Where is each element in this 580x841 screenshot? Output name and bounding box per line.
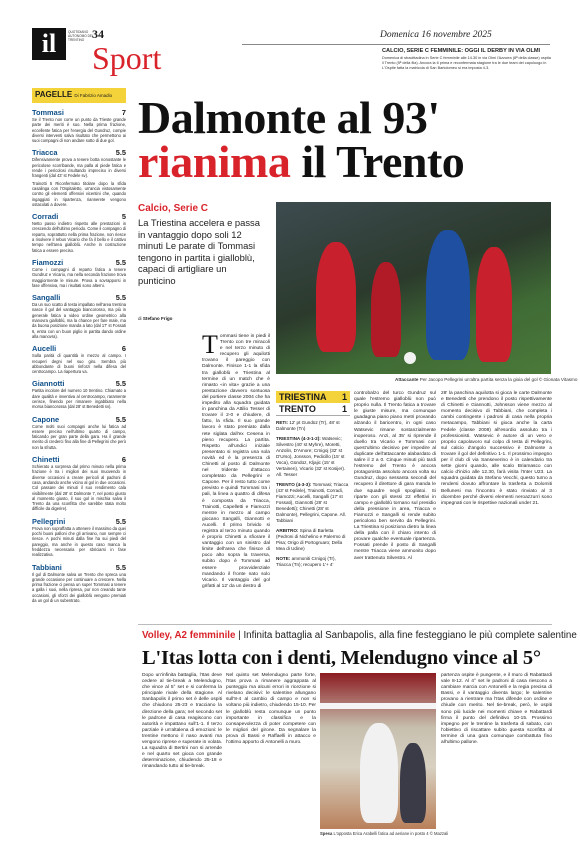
player-comment: Trainotti 5 Riconfermato titolare dopo la sfida casalinga con l'Ospitaletto, un'ancia vistosamente contro gli elementi offensivi vicentini che, quando ingaggiati in ripartenza, riannerete vengono ostacolati a dovere. — [32, 180, 126, 207]
player-name: Sangalli — [32, 293, 61, 303]
player-rating — [32, 258, 126, 288]
top-news-title: CALCIO, SERIE C FEMMINILE: OGGI IL DERBY IN VIA OLMI — [382, 48, 541, 54]
dropcap: T — [202, 330, 218, 359]
player-rating — [32, 293, 126, 339]
volley-headline: L'Itas lotta con i denti, Melendugno vince al 5° — [142, 647, 541, 669]
volley-column-3 — [441, 673, 552, 746]
home-team-row — [276, 391, 350, 403]
player-comment: Il gol di Dalmonte salva un Trento che spreca una grande occasione per continuare a crescere. Nella prima frazione ci pensa un super Tommasi a tenere a galla i suoi, nella ripresa, pur non creando tante occasioni, gli sforzi dei gialloblù vengono premiati da un gol di un subentrato. — [32, 571, 126, 603]
article-col4-text: 28' la panchina aquilotta si gioca le carte Dalmonte e Benedetti che prendono il posto rispettivamente di Chinetti e Giannotti, Johnsson viene mezzo al momento decisivo di Tabbiani, che completa i cambi contingente i padroni di casa nella propria metacampo, Tabbiani si gioca anche la carta Fedele (classe 2008) all'esordio assoluto tra i professionisti. Watsevic è autore di un vero e proprio capolavoro sul colpo di testa di Pellegrini, sul calcio d'angolo successivo è Dalmonte a trovare il gol del definitivo 1-1. Il prossimo impegno per il club di via Sanseverino è in calendario tra sette giorni quando, alle scalo Briamasco con calcio d'inizio alle 12.30, farà visita l'Inter U23. La squadra guidata da Stefano Vecchi, questo turno a rendersi dovuto affrontare la trasferta a Dolomiti Bellunesi ma l'incontro è stato rinviato al 3 dicembre perché diversi elementi neroazzurri sono impegnati con le rispettive nazionali under 21. — [441, 391, 552, 506]
player-rating-header — [32, 455, 126, 464]
triestina-text: Watsevic; Silvestro (40' st Myhre), Moretti, Anzolin, D'Amore; Crnigoj (32' st D'Urso), Jonsson, Pedicillo (15' st Voca), Gündüz, Kljajic (15' st Vertainen), Vicario (32' st Kosijer). All. Tesser — [276, 436, 346, 477]
volley-kicker-sport: Volley, A2 femminile — [142, 630, 236, 641]
notes-block — [276, 556, 350, 568]
player-rating — [32, 108, 126, 143]
photo-caption-label: Attaccante — [395, 377, 419, 382]
pagelle-title: PAGELLE — [35, 90, 73, 99]
photo-net — [320, 703, 436, 709]
article-column-1 — [202, 330, 270, 590]
player-name: Pellegrini — [32, 516, 66, 526]
away-team: TRENTO — [279, 404, 316, 414]
byline-author: Stefano Frigo — [142, 316, 173, 321]
goals-block — [276, 420, 350, 432]
triestina-label: TRIESTINA (4-3-1-2): — [276, 436, 321, 441]
newspaper-logo: il — [32, 28, 66, 60]
match-photo-caption — [395, 377, 577, 382]
volley-col3-text: partenza ospite è pungente, e il muro di Rabattardi vale 8-12. Al 4° set le padroni di casa riescono a cambiare marcia con Antonelli e la regia precisa di Bassi, e il vantaggio diventa largo; le salentine provano a rientrare ma l'Itas difende con ordine e chiude con merito. Nel tie-break, però, le ospiti sono più lucide nei momenti chiave e Rabattardi firma il punto del definitivo 10-15. Prossimo impegno per le trentine la trasferta di sabato, con l'obiettivo di riscattare subito questa sconfitta al termine di una gara comunque combattuta fino all'ultimo pallone. — [441, 673, 552, 746]
trento-text: Tommasi; Triacca (43' st Fedele), Trainotti, Corradi, Fiamozzi; Aucelli, Sangalli (17' st Fossati), Giannotti (28' st Benedetti); Chinetti (28' st Dalmonte), Pellegrini, Capone. All. Tabbiani — [276, 482, 349, 523]
player-rating-header — [32, 344, 126, 353]
volley-column-1 — [142, 673, 222, 771]
player-name: Corradi — [32, 212, 59, 222]
headline-rest: il Trento — [290, 136, 465, 187]
player-rating-header — [32, 148, 126, 157]
referee-label: ARBITRO: — [276, 528, 299, 533]
player-score: 5.5 — [115, 293, 126, 303]
player-rating-header — [32, 108, 126, 117]
headline-highlight: rianima — [138, 136, 291, 187]
article-kicker: Calcio, Serie C — [138, 203, 209, 214]
volley-kicker-rest: | Infinita battaglia al Sanbapolis, alla fine festeggiano le più complete salentine — [235, 630, 577, 641]
goals-label: RETI: — [276, 420, 288, 425]
article-column-3 — [354, 391, 436, 562]
player-rating-header — [32, 212, 126, 221]
player-ratings-list — [32, 108, 126, 603]
main-headline — [138, 92, 465, 187]
header-divider — [242, 44, 550, 45]
player-score: 6 — [121, 455, 126, 465]
photo-ball — [404, 352, 416, 364]
player-rating-header — [32, 293, 126, 302]
player-rating — [32, 212, 126, 253]
away-team-row — [276, 403, 350, 416]
player-name: Tabbiani — [32, 562, 62, 572]
player-rating-header — [32, 258, 126, 267]
article-summary: La Triestina accelera e passa in vantaggio dopo soli 12 minuti Le parate di Tommasi tengono in partita i gialloblù, capaci di artigliare un punticino — [138, 217, 260, 286]
match-photo — [276, 202, 551, 374]
player-score: 7 — [121, 108, 126, 117]
player-comment: Da un suo scatto di testa impallato nell'area trentina nasce il gol del vantaggio biancorosso, ma più in generale fatica a video ordine geometrico alla manovra gialloblù, ma la chance per fare male, ma da buona posizione manda a lato (dal 17' st Fossati 6, entra con un buon piglio in partita dando ordine alla manovra). — [32, 302, 126, 339]
player-score: 5 — [121, 212, 126, 222]
player-rating-header — [32, 379, 126, 388]
player-score: 5.5 — [115, 148, 126, 158]
volley-kicker — [142, 630, 577, 641]
photo-player-red — [316, 242, 356, 352]
player-name: Capone — [32, 414, 60, 424]
volley-column-2 — [226, 673, 316, 746]
home-team: TRIESTINA — [279, 392, 327, 402]
player-comment: Se il Trento non corre un punto da Trieste grande parte dei meriti è suo. Nella prima frazione, eccellente fatica per l'energia del Gundruz, compie diversi interventi salva risultato che permettono ai suoi compagni di non andare sotto di due gol. — [32, 117, 126, 144]
article-byline — [138, 316, 172, 321]
player-name: Fiamozzi — [32, 257, 64, 267]
player-comment: Come i compagni di reparto fatica a tenere Gundruz e Vicario, ma nella seconda frazione trova maggiormente le misure. Prova a sovrapporsi in fase offensiva, ma i risultati sono alterni. — [32, 266, 126, 288]
player-name: Tommasi — [32, 108, 64, 117]
volley-caption-text: L'opposta Erica Arabelli fatica ad aeriane in posto 4 © Mazzali — [333, 831, 449, 836]
player-rating-header — [32, 563, 126, 572]
headline-line-1: Dalmonte al 93' — [138, 92, 440, 143]
article-col1-text: ommasi tiene in piedi il Trento con tre miracoli e nel terzo minuto di recupero gli aquilotti trovano il pareggio con Dalmonte. Finisce 1-1 la sfida tra gialloblù e Triestina al termine di un match che è rimasto «in vita» grazie a una prestazione davvero sontuosa del portiere classe 2004 che ha impedito alla squadra guidata in panchina da Attilio Tesser di trovare il 2-0 e chiudere, di fatto, la sfida. Il suo grande lavoro è stato premiato dalla rete siglata dall'ex Cesena in pieno recupero. La partita. Rispetto all'undici iniziale presentato si registra una sola novità ed è la presenza di Chinetti al posto di Dalmonte nel tridente d'attacco completato da Pellegrini e Capone. Per il resto tutto come previsto e quindi Tommasi tra i pali, la linea a quattro di difesa è composta da Triacca, Trainotti, Capelletti e Fiamozzi mentre in mezzo al campo giocano Sangalli, Giannotti e Aucelli. Il primo brivido si registra al terzo minuto quando è proprio Chinetti a sfiorare il vantaggio con un sinistro dal limite dell'area che finisce di poco alto sopra la traversa, subito dopo è Tommasi ad essere provvidenziale mandando il fronte nato solo Vicario. Il vantaggio del gol grifatti al 12' da un destro di — [202, 334, 270, 589]
player-comment: Come molti suoi compagni anche lui fatica ad essere preciso nell'ultimo quarto di campo, faticando per gran parte della gara. Ha il grande merito di crederci fino alla fine di Pellegrini che però non la sfrutta. — [32, 423, 126, 450]
player-score: 5.5 — [115, 379, 126, 389]
volley-caption-label: Spesa — [320, 831, 333, 836]
player-score: 5.5 — [115, 414, 126, 424]
referee-block — [276, 528, 350, 552]
player-rating-header — [32, 517, 126, 526]
scoreboard — [276, 391, 350, 568]
photo-player-red-2 — [476, 247, 512, 362]
player-comment: Netto passo indietro rispetto alle prestazioni in crescendo dell'ultimo periodo. Come il compagno di reparto, soprattutto nella prima frazione, non riesce a risolvere il rebus Vicario che fa il bello e il cattivo tempo nell'area gialloblù. Anche in costruzione fatica a essere preciso. — [32, 221, 126, 253]
section-title: Sport — [92, 40, 162, 76]
volley-col2-text: Nel quinto set Melendugno parte forte, l'Itas prova a rimanere aggrappata al punteggio ma alcuni errori in ricezione si rivelano decisivi: le salentine allungano sull'8-4 al cambio di campo e non si voltano più indietro, chiudendo 15-10. Per le gialloblù resta comunque un punto importante in classifica e la consapevolezza di poter competere con le migliori del girone. Da segnalare la prova di Bassi e Raffaelli in attacco e l'ottimo apporto di Antonelli a muro. — [226, 673, 316, 746]
player-name: Aucelli — [32, 344, 57, 354]
pagelle-author: Di Fabrizio Amadio — [74, 93, 113, 98]
player-comment: Difensivamente prova a tenere botta nonostante le pericolose scorribande, ma palla al piede fatica e rende i pericolosi risultando impreciso in diversi frangenti (dal 43' st Fedele sv). — [32, 157, 126, 179]
player-rating — [32, 455, 126, 512]
byline-prefix: di — [138, 316, 142, 321]
article-col3-text: controbalzo del turco Gundruz sul quale l'estremo gialloblù non può proprio nulla. Il Trento fatica a trovare le giuste misure, ma comunque guadagna piano piano metri provando alzando il baricentro, in ogni caso Watsevic rimane sostanzialmente inoperoso. Anzi, al 35' si riprende il duello tra Vicario e Tommasi con quest'ultimo decisivo per impedire al duplicate dell'attaccante alabardato di salire il 2 a 0. Cinque minuti più tardi l'estremo del Trento è ancora protagonista assoluto ancora volta su Gundruz, dopo sessanta secondi del recupero il direttore di gara manda le due squadre negli spogliatoi. Si riparte con gli stessi 22 effettivi in campo e gialloblù tornano sul presidio della pressione in area, Triacca e Fiamozzi e Sangalli si rende subito pericoloso ben servito da Pellegrini. La Triestina si posiziona dietro la linea della palla con il chiaro intento di provare qualche eventuale ripartenza. Fossati prende il posto di Sangalli mentre Triacca viene ammonito dopo aver trattenuto Silvestro. Al — [354, 391, 436, 561]
player-comment: Partita incolore del numero 10 trentino. Chiamato a dare qualità e inventiva al centrocampo, raramente cerisce, finendo per rimanere ingabbiato nella morsa biancorossa (dal 28' st Benedetti sv). — [32, 388, 126, 410]
player-comment: Schierato a sorpresa dal primo minuto nella prima frazione è tra i migliori dei suoi muovendo in diverse occasioni a creare pericoli al padroni di casa, andando anche vicino al gol in due occasioni. Col passare dei minuti il suo rendimento cala visibilmente (dal 28' st Dalmonte 7, nel posto giusto al momento giusto, il suo gol in mischia salva il Trento da una sconfitta che sarebbe stata molto difficile da digerire). — [32, 464, 126, 512]
notes-text: ammoniti Crnigoj (Tr), Triacca (Tn); recupero 1'+ 4' — [276, 556, 336, 567]
volley-col1-text: Dopo un'infinita battaglia, l'Itas deve cedere al tie-break a Melendugno, che vince al 5° set e si conferma la principale rivale della stagione. Al Sanbapolis il primo set è delle ospiti che chiudono 25-23 e tracciano la direzione della gara; nel secondo set le padrone di casa reagiscono con autorità e impattano sull'1-1. Il terzo parziale è un'altalena di emozioni: le trentine mettono il naso avanti ma vengono riprese e superate in volata. La squadra di Bertini non si arrende e nel quarto set gioca con grande determinazione, chiudendo 25-18 e rimandando tutto al tie-break. — [142, 673, 222, 770]
masthead — [0, 0, 580, 76]
top-news-body: Domenica di stracittadina in Serie C femminile alle 14.30 in via Olmi l'Azzurra (8ª della classe) ospita il Trento (5ª della fila). Ancora la 6 prima e reconfermata stagione tra le due team del capoluogo in L'Ospite fatta la matricola di San Bartolomeo si era imposta 4-3. — [382, 56, 551, 70]
player-rating — [32, 379, 126, 409]
player-rating — [32, 181, 126, 207]
photo-player-blue — [426, 230, 470, 360]
triestina-lineup — [276, 436, 350, 478]
player-rating — [32, 517, 126, 558]
away-score: 1 — [341, 404, 347, 414]
photo-player-red-3 — [371, 262, 401, 357]
photo-player-dark — [400, 743, 426, 823]
player-name: Triacca — [32, 148, 58, 158]
logo-tagline: QUOTIDIANO AUTONOMO DEL TRENTINO — [68, 30, 94, 42]
issue-date: Domenica 16 novembre 2025 — [380, 30, 492, 40]
trento-lineup — [276, 482, 350, 524]
player-comment: Sulla parità di quantità in mezzo al campo. I recuperi degni nel suo giro. Sembra più abbondante di buoni rinforzi nella difesa del centrocampo. La riapertura va. — [32, 353, 126, 375]
volley-photo-caption — [320, 831, 448, 836]
trento-label: TRENTO (4-3-3): — [276, 482, 312, 487]
player-rating — [32, 415, 126, 450]
home-score: 1 — [341, 392, 347, 402]
photo-caption-text: Per Jacopo Pellegrini un'altra partita senza la gioia del gol © Gionata Vitasmo — [419, 377, 578, 382]
player-score: 5.5 — [115, 257, 126, 267]
photo-player-white — [360, 723, 398, 823]
player-comment: Prova non sopraffatta a ottenere il massimo da quei pochi buoni palloni che gli arrivano, non sempre ci riesce. A pochi minuti dalla fine ha sui piedi del pareggio, ma anche in questo caso manca la freddezza necessaria per sbriciarsi in fase realizzativa. — [32, 525, 126, 558]
notes-label: NOTE: — [276, 556, 291, 561]
player-rating — [32, 563, 126, 604]
pagelle-sidebar — [32, 88, 126, 828]
player-rating — [32, 344, 126, 374]
goals-text: 12' pt Gundüz (Tr), 48' st Dalmonte (Tn) — [276, 420, 340, 431]
article-divider — [138, 624, 552, 625]
headline-line-2 — [138, 136, 465, 187]
referee-text: Spina di Barletta (Pedroni di Nichelino e Palermo di Pisa; Origo di Portogruaro; Della Mea di Udine) — [276, 528, 346, 551]
player-rating-header — [32, 415, 126, 424]
article-column-4 — [441, 391, 552, 507]
player-name: Giannotti — [32, 379, 65, 389]
pagelle-header — [32, 88, 126, 103]
player-name: Chinetti — [32, 455, 60, 465]
volley-photo — [320, 673, 436, 829]
page-number: 34 — [92, 27, 104, 41]
player-score: 5.5 — [115, 562, 126, 572]
player-score: 5.5 — [115, 516, 126, 526]
player-rating — [32, 148, 126, 178]
player-score: 6 — [121, 344, 126, 354]
